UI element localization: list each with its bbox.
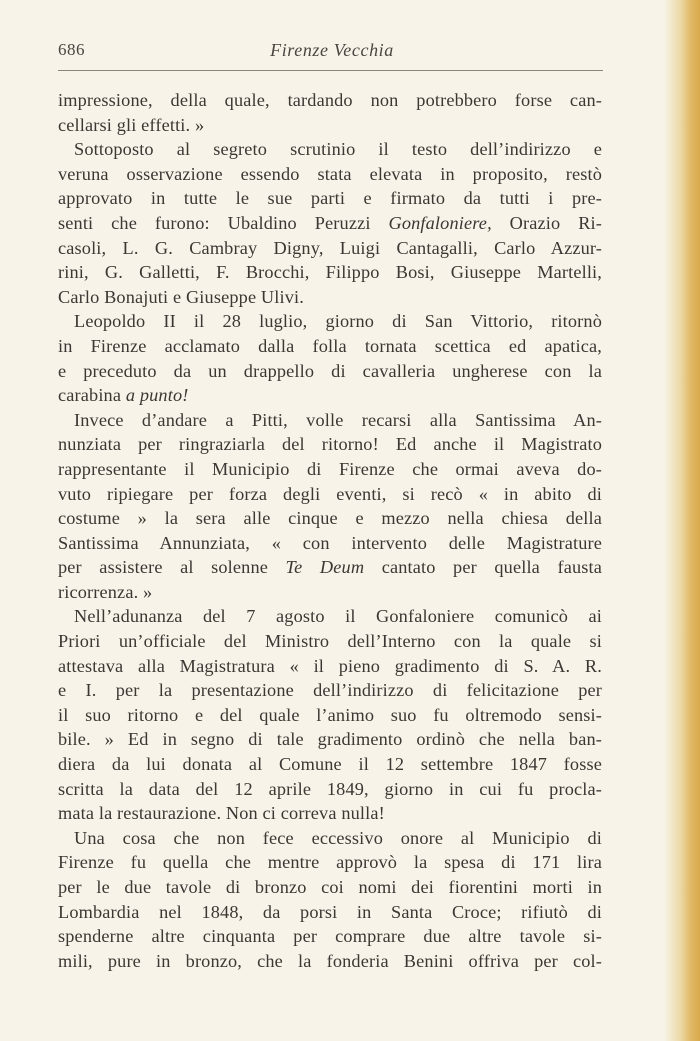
text-line (58, 383, 602, 408)
text-line (58, 482, 602, 507)
text-line (58, 826, 602, 851)
text-segment: casoli, L. G. Cambray Digny, Luigi Cantagalli, Carlo Azzur- (58, 237, 602, 258)
text-line (58, 334, 602, 359)
text-segment: cellarsi gli effetti. » (58, 114, 205, 135)
text-line (58, 727, 602, 752)
text-segment: Leopoldo II il 28 luglio, giorno di San Vittorio, ritornò (74, 311, 602, 332)
page-header (58, 40, 606, 70)
text-line (58, 285, 602, 310)
text-segment: mili, pure in bronzo, che la fonderia Benini offriva per col- (58, 950, 602, 971)
text-segment: Nell’adunanza del 7 agosto il Gonfaloniere comunicò ai (74, 606, 602, 627)
text-line (58, 752, 602, 777)
italic-text: a punto! (125, 385, 189, 406)
text-line (58, 309, 602, 334)
text-line (58, 260, 602, 285)
text-segment: rini, G. Galletti, F. Brocchi, Filippo Bosi, Giuseppe Martelli, (58, 262, 602, 283)
running-title: Firenze Vecchia (270, 40, 394, 60)
text-line (58, 703, 602, 728)
text-segment: Sottoposto al segreto scrutinio il testo dell’indirizzo e (74, 139, 602, 160)
text-segment: impressione, della quale, tardando non potrebbero forse can- (58, 90, 602, 110)
text-line (58, 949, 602, 974)
text-segment: diera da lui donata al Comune il 12 settembre 1847 fosse (58, 754, 602, 775)
italic-text: Gonfaloniere, (388, 212, 492, 233)
text-line (58, 408, 602, 433)
text-segment: bile. » Ed in segno di tale gradimento ordinò che nella ban- (58, 729, 602, 750)
text-segment: Carlo Bonajuti e Giuseppe Ulivi. (58, 286, 304, 307)
text-line (58, 88, 602, 113)
text-segment: Invece d’andare a Pitti, volle recarsi alla Santissima An- (74, 409, 602, 430)
text-line (58, 555, 602, 580)
text-segment: vuto ripiegare per forza degli eventi, si recò « in abito di (58, 483, 602, 504)
text-segment: rappresentante il Municipio di Firenze che ormai aveva do- (58, 458, 602, 479)
text-line (58, 186, 602, 211)
text-line (58, 777, 602, 802)
text-line (58, 457, 602, 482)
text-line (58, 629, 602, 654)
text-segment: ricorrenza. » (58, 581, 153, 602)
text-segment: il suo ritorno e del quale l’animo suo fu oltremodo sensi- (58, 704, 602, 725)
text-segment: costume » la sera alle cinque e mezzo nella chiesa della (58, 508, 602, 529)
text-segment: Una cosa che non fece eccessivo onore al Municipio di (74, 827, 602, 848)
text-line (58, 604, 602, 629)
text-segment: Lombardia nel 1848, da porsi in Santa Croce; rifiutò di (58, 901, 602, 922)
page-edge-shadow (664, 0, 700, 1041)
text-segment: spenderne altre cinquanta per comprare due altre tavole si- (58, 926, 602, 947)
text-line (58, 531, 602, 556)
text-segment: per assistere al solenne (58, 557, 286, 578)
text-segment: approvato in tutte le sue parti e firmato da tutti i pre- (58, 188, 602, 209)
text-segment: carabina (58, 385, 126, 406)
text-line (58, 654, 602, 679)
text-line (58, 236, 602, 261)
text-segment: nunziata per ringraziarla del ritorno! Ed anche il Magistrato (58, 434, 602, 455)
text-line (58, 924, 602, 949)
text-line (58, 137, 602, 162)
text-line (58, 801, 602, 826)
text-line (58, 678, 602, 703)
text-line (58, 900, 602, 925)
body-text (58, 88, 602, 973)
text-segment: Orazio Ri- (491, 212, 603, 233)
text-segment: e I. per la presentazione dell’indirizzo di felicitazione per (58, 680, 602, 701)
text-segment: cantato per quella fausta (364, 557, 602, 578)
text-segment: per le due tavole di bronzo coi nomi dei fiorentini morti in (58, 877, 602, 897)
header-rule (58, 70, 603, 71)
page-number: 686 (58, 40, 85, 59)
text-line (58, 162, 602, 187)
italic-text: Te Deum (285, 557, 365, 578)
text-segment: senti che furono: Ubaldino Peruzzi (58, 212, 389, 233)
text-segment: in Firenze acclamato dalla folla tornata scettica ed apatica, (58, 335, 602, 356)
text-line (58, 113, 602, 138)
text-segment: Priori un’officiale del Ministro dell’Interno con la quale si (58, 631, 602, 652)
text-line (58, 506, 602, 531)
text-line (58, 432, 602, 457)
text-line (58, 359, 602, 384)
text-segment: attestava alla Magistratura « il pieno gradimento di S. A. R. (58, 655, 602, 676)
text-line (58, 850, 602, 875)
text-line (58, 875, 602, 900)
text-segment: e preceduto da un drappello di cavalleria ungherese con la (58, 360, 602, 381)
text-segment: veruna osservazione essendo stata elevata in proposito, restò (58, 163, 602, 184)
text-segment: mata la restaurazione. Non ci correva nulla! (58, 803, 385, 824)
text-line (58, 580, 602, 605)
text-segment: scritta la data del 12 aprile 1849, giorno in cui fu procla- (58, 778, 602, 799)
text-segment: Santissima Annunziata, « con intervento delle Magistrature (58, 532, 602, 553)
text-segment: Firenze fu quella che mentre approvò la spesa di 171 lira (58, 852, 602, 873)
text-line (58, 211, 602, 236)
